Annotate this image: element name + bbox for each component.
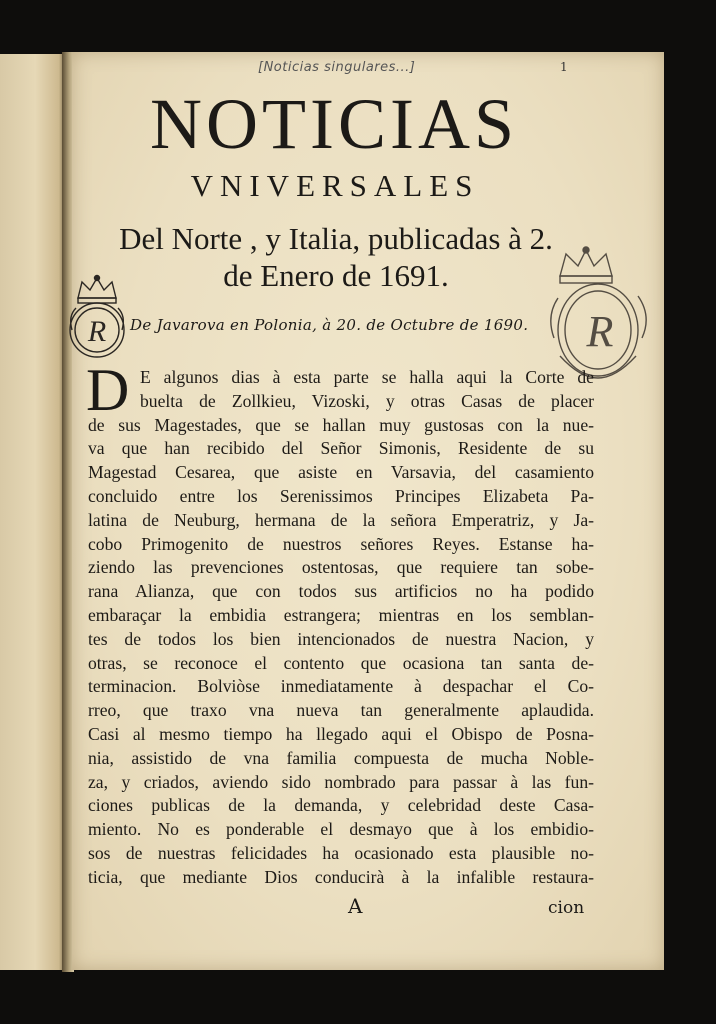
- body-line: za, y criados, aviendo sido nombrado para passar à las fun-: [88, 771, 594, 792]
- headline: [86, 220, 586, 294]
- body-line: terminacion. Bolviòse inmediatamente à despachar el Co-: [88, 676, 594, 697]
- stamp-left-letter: R: [87, 315, 107, 348]
- headline-line-1: Del Norte , y Italia, publicadas à 2.: [119, 221, 553, 256]
- body-line: cobo Primogenito de nuestros señores Reyes. Estanse ha-: [88, 533, 594, 554]
- stamp-right-letter: R: [586, 307, 614, 356]
- body-line: concluido entre los Serenissimos Principes Elizabeta Pa-: [88, 485, 594, 506]
- body-line: de sus Magestades, que se hallan muy gustosas con la nue-: [88, 414, 594, 435]
- body-line: miento. No es ponderable el desmayo que à los embidio-: [88, 819, 594, 840]
- body-line: sos de nuestras felicidades ha ocasionado esta plausible no-: [88, 842, 594, 863]
- page-number: 1: [560, 60, 568, 74]
- body-line: buelta de Zollkieu, Vizoski, y otras Casas de placer: [140, 390, 594, 411]
- body-line: Magestad Cesarea, que asiste en Varsavia, del casamiento: [88, 462, 594, 483]
- body-line: rreo, que traxo vna nueva tan generalmente aplaudida.: [88, 700, 594, 721]
- body-line: Casi al mesmo tiempo ha llegado aqui el Obispo de Posna-: [88, 723, 594, 744]
- body-line: embaraçar la embidia estrangera; mientras en los semblan-: [88, 604, 594, 625]
- body-line: ciones publicas de la demanda, y celebridad deste Casa-: [88, 795, 594, 816]
- body-line: ziendo las prevenciones ostentosas, que requiere tan sobe-: [88, 557, 594, 578]
- masthead-title: NOTICIAS: [150, 84, 518, 164]
- body-line: nia, assistido de vna familia compuesta de mucha Noble-: [88, 747, 594, 768]
- body-line: va que han recibido del Señor Simonis, Residente de su: [88, 438, 594, 459]
- body-line: otras, se reconoce el contento que ocasiona tan santa de-: [88, 652, 594, 673]
- library-stamp-right-icon: [540, 246, 658, 386]
- library-stamp-left-icon: [64, 268, 130, 362]
- headline-line-2: de Enero de 1691.: [223, 258, 449, 293]
- article-body: [86, 357, 594, 890]
- signature-mark: A: [348, 894, 363, 918]
- dateline: De Javarova en Polonia, à 20. de Octubre de 1690.: [130, 316, 529, 334]
- body-line: ticia, que mediante Dios conducirà à la infalible restaura-: [88, 866, 594, 887]
- handwritten-annotation: [Noticias singulares...]: [258, 60, 416, 75]
- body-line: tes de todos los bien intencionados de nuestra Nacion, y: [88, 628, 594, 649]
- body-line: E algunos dias à esta parte se halla aqui la Corte de: [140, 367, 594, 387]
- facing-page-edge: [0, 54, 64, 970]
- drop-cap: D: [86, 357, 130, 423]
- body-line: rana Alianza, que con todos sus artificios no ha podido: [88, 581, 594, 602]
- body-line: latina de Neuburg, hermana de la señora Emperatriz, y Ja-: [88, 509, 594, 530]
- masthead-subtitle: VNIVERSALES: [190, 168, 480, 203]
- catchword: cion: [548, 898, 585, 918]
